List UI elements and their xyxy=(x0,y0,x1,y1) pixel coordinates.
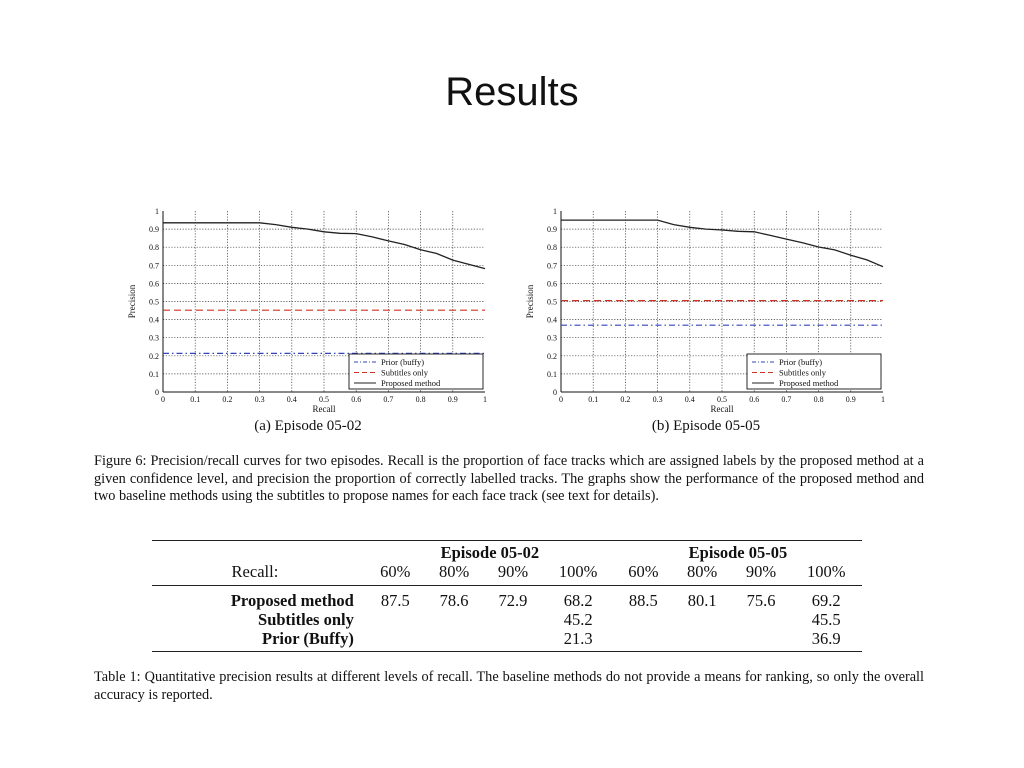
table-cell: 87.5 xyxy=(380,591,410,610)
table-cell xyxy=(425,610,484,629)
legend-label: Proposed method xyxy=(381,378,441,388)
legend xyxy=(349,354,483,389)
table-row-label: Prior (Buffy) xyxy=(152,629,366,652)
table-recall-level: 90% xyxy=(732,562,791,586)
table-cell: 78.6 xyxy=(439,591,469,610)
table-recall-header-row xyxy=(152,562,862,586)
y-tick-label: 0.8 xyxy=(149,243,159,253)
chart-caption-episode-05-05: (b) Episode 05-05 xyxy=(651,418,761,434)
table-cell: 68.2 xyxy=(563,591,593,610)
x-tick-label: 0.9 xyxy=(447,395,458,404)
table-row-label: Proposed method xyxy=(230,591,354,610)
x-tick-label: 0.6 xyxy=(749,395,760,404)
table-cell xyxy=(366,610,425,629)
table-cell xyxy=(366,629,425,652)
table-cell: 80.1 xyxy=(687,591,717,610)
x-axis-label: Recall xyxy=(312,404,336,414)
y-tick-label: 0.2 xyxy=(149,351,159,361)
table-recall-level: 100% xyxy=(542,562,614,586)
x-axis-label: Recall xyxy=(710,404,734,414)
table-cell: 36.9 xyxy=(790,629,862,652)
table-cell: 72.9 xyxy=(498,591,528,610)
x-tick-label: 0 xyxy=(161,395,165,404)
chart-caption-episode-05-02: (a) Episode 05-02 xyxy=(254,418,362,434)
figure-caption: Figure 6: Precision/recall curves for two episodes. Recall is the proportion of face tracks which are assigned labels by the proposed method at a given confidence level, and precision the proportion of correctly labelled tracks. The graphs show the performance of the proposed method and two baseline methods using the subtitles to propose names for each face track (see text for details). xyxy=(94,453,924,504)
x-tick-label: 1 xyxy=(483,395,487,404)
table-row xyxy=(152,610,862,629)
y-tick-label: 0.5 xyxy=(547,297,557,307)
x-tick-label: 0 xyxy=(559,395,563,404)
legend-label: Subtitles only xyxy=(381,367,428,378)
y-tick-label: 0.1 xyxy=(149,369,159,379)
table-cell xyxy=(484,610,543,629)
table-cell: 45.5 xyxy=(811,610,841,629)
table-recall-level: 90% xyxy=(484,562,543,586)
x-tick-label: 0.3 xyxy=(254,395,265,404)
y-tick-label: 0 xyxy=(155,388,159,397)
y-tick-label: 0.3 xyxy=(547,333,557,343)
x-tick-label: 0.8 xyxy=(813,395,824,404)
y-tick-label: 0.7 xyxy=(149,261,159,271)
results-table xyxy=(152,540,862,652)
x-tick-label: 0.4 xyxy=(286,395,297,404)
x-tick-label: 0.7 xyxy=(781,395,792,404)
y-axis-label: Precision xyxy=(525,284,535,319)
slide-title: Results xyxy=(445,70,579,114)
legend-label: Prior (buffy) xyxy=(381,357,425,367)
legend-label: Subtitles only xyxy=(779,367,826,378)
table-recall-level: 60% xyxy=(366,562,425,586)
table-cell: 45.2 xyxy=(563,610,593,629)
table-recall-level: 60% xyxy=(614,562,673,586)
table-cell xyxy=(614,610,673,629)
x-tick-label: 0.5 xyxy=(319,395,329,404)
x-tick-label: 0.3 xyxy=(652,395,663,404)
x-tick-label: 0.1 xyxy=(588,395,599,404)
y-tick-label: 0.4 xyxy=(547,315,557,325)
table-cell xyxy=(425,629,484,652)
x-tick-label: 1 xyxy=(881,395,885,404)
table-caption: Table 1: Quantitative precision results at different levels of recall. The baseline methods do not provide a means for ranking, so only the overall accuracy is reported. xyxy=(94,669,924,703)
x-tick-label: 0.2 xyxy=(620,395,631,404)
table-cell xyxy=(673,629,732,652)
x-tick-label: 0.2 xyxy=(222,395,233,404)
table-episode-header: Episode 05-05 xyxy=(614,541,862,563)
y-axis-label: Precision xyxy=(127,284,137,319)
y-tick-label: 0.7 xyxy=(547,261,557,271)
x-tick-label: 0.6 xyxy=(351,395,362,404)
x-tick-label: 0.1 xyxy=(190,395,201,404)
y-tick-label: 0.4 xyxy=(149,315,159,325)
table-recall-level: 100% xyxy=(790,562,862,586)
legend-label: Proposed method xyxy=(779,378,839,388)
legend-label: Prior (buffy) xyxy=(779,357,823,367)
x-tick-label: 0.9 xyxy=(845,395,856,404)
x-tick-label: 0.8 xyxy=(415,395,426,404)
table-row xyxy=(152,629,862,652)
x-tick-label: 0.5 xyxy=(717,395,727,404)
y-tick-label: 0.3 xyxy=(149,333,159,343)
table-cell xyxy=(673,610,732,629)
y-tick-label: 0.6 xyxy=(149,279,159,289)
x-tick-label: 0.4 xyxy=(684,395,695,404)
table-corner-cell xyxy=(152,541,366,563)
table-cell: 88.5 xyxy=(628,591,658,610)
table-row-label: Subtitles only xyxy=(258,610,354,629)
table-recall-level: 80% xyxy=(425,562,484,586)
table-cell: 75.6 xyxy=(746,591,776,610)
table-cell xyxy=(484,629,543,652)
y-tick-label: 0.6 xyxy=(547,279,557,289)
table-recall-label: Recall: xyxy=(152,562,366,586)
table-cell xyxy=(732,610,791,629)
y-tick-label: 1 xyxy=(155,207,159,216)
table-row xyxy=(152,586,862,611)
table-episode-header-row xyxy=(152,541,862,563)
table-episode-header: Episode 05-02 xyxy=(366,541,614,563)
y-tick-label: 0.8 xyxy=(547,243,557,253)
x-tick-label: 0.7 xyxy=(383,395,394,404)
table-cell: 21.3 xyxy=(542,629,614,652)
y-tick-label: 0 xyxy=(553,388,557,397)
y-tick-label: 1 xyxy=(553,207,557,216)
y-tick-label: 0.9 xyxy=(149,225,159,235)
precision-recall-chart-episode-05-05 xyxy=(518,200,893,420)
y-tick-label: 0.1 xyxy=(547,369,557,379)
table-recall-level: 80% xyxy=(673,562,732,586)
y-tick-label: 0.2 xyxy=(547,351,557,361)
y-tick-label: 0.5 xyxy=(149,297,159,307)
table-cell xyxy=(732,629,791,652)
legend xyxy=(747,354,881,389)
y-tick-label: 0.9 xyxy=(547,225,557,235)
precision-recall-chart-episode-05-02 xyxy=(120,200,495,420)
table-cell xyxy=(614,629,673,652)
table-cell: 69.2 xyxy=(811,591,841,610)
